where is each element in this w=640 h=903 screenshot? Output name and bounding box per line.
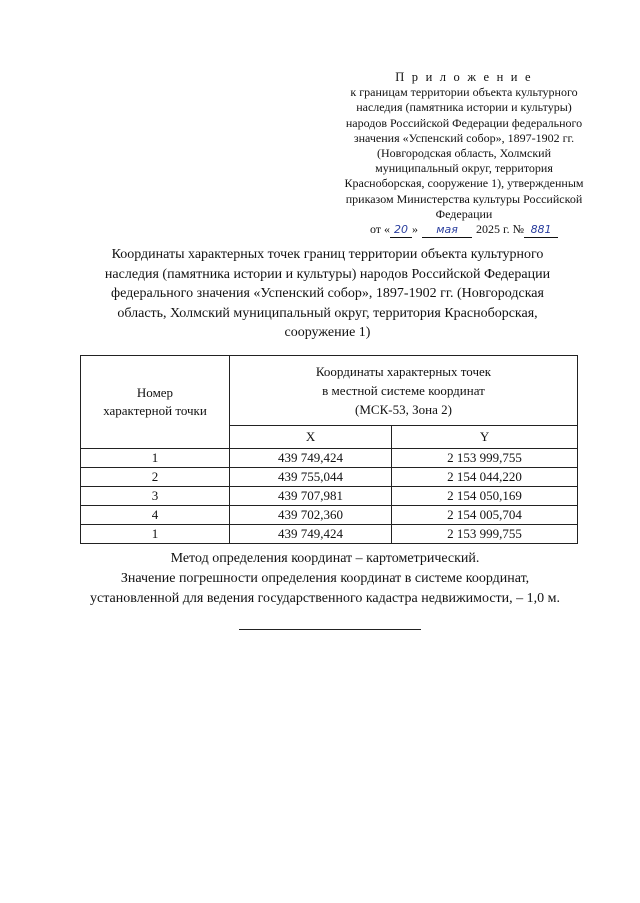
y-cell: 2 153 999,755 (392, 525, 578, 544)
x-cell: 439 755,044 (230, 468, 392, 487)
header-text: характерной точки (103, 403, 207, 418)
date-mid: » (412, 222, 419, 237)
annex-line: наследия (памятника истории и культуры) (356, 100, 572, 115)
coordinates-table (80, 355, 578, 544)
table-row (81, 525, 578, 544)
y-cell: 2 154 005,704 (392, 506, 578, 525)
point-number-cell: 3 (81, 487, 230, 506)
table-row (81, 468, 578, 487)
table-row (81, 449, 578, 468)
annex-line: Федерации (435, 206, 493, 221)
x-cell: 439 749,424 (230, 525, 392, 544)
heading-line: область, Холмский муниципальный округ, территория Красноборская, (117, 305, 538, 321)
header-text: Номер (136, 385, 174, 400)
y-cell: 2 153 999,755 (392, 449, 578, 468)
annex-line: народов Российской Федерации федерального (345, 115, 583, 130)
annex-block (318, 70, 610, 238)
heading-line: наследия (памятника истории и культуры) народов Российской Федерации (104, 266, 551, 282)
point-number-cell: 2 (81, 468, 230, 487)
method-block (60, 549, 590, 609)
handwritten-month: мая (422, 222, 472, 238)
document-heading (80, 245, 575, 343)
x-cell: 439 707,981 (230, 487, 392, 506)
closing-rule (239, 629, 421, 630)
annex-line: к границам территории объекта культурного (350, 85, 578, 100)
y-cell: 2 154 050,169 (392, 487, 578, 506)
x-column-header: X (230, 426, 392, 449)
date-year: 2025 г. № (476, 222, 525, 237)
method-line: Значение погрешности определения координат в системе координат, (120, 571, 530, 586)
annex-line: значения «Успенский собор», 1897-1902 гг. (353, 130, 575, 145)
header-text: (МСК-53, Зона 2) (355, 402, 452, 418)
heading-line: сооружение 1) (284, 325, 371, 341)
annex-line: приказом Министерства культуры Российской (345, 191, 583, 206)
x-cell: 439 702,360 (230, 506, 392, 525)
annex-date-line (318, 222, 610, 238)
annex-line: муниципальный округ, территория (375, 161, 553, 176)
date-prefix: от « (369, 222, 391, 237)
y-column-header: Y (392, 426, 578, 449)
method-line: Метод определения координат – картометрический. (170, 551, 480, 566)
header-text: в местной системе координат (322, 383, 485, 399)
heading-line: Координаты характерных точек границ территории объекта культурного (111, 247, 544, 262)
point-number-cell: 1 (81, 525, 230, 544)
x-cell: 439 749,424 (230, 449, 392, 468)
header-text: Координаты характерных точек (315, 364, 492, 380)
annex-title: П р и л о ж е н и е (395, 70, 533, 84)
y-cell: 2 154 044,220 (392, 468, 578, 487)
annex-line: (Новгородская область, Холмский (376, 146, 552, 161)
table-header-row (81, 356, 578, 426)
point-number-cell: 4 (81, 506, 230, 525)
coordinates-header (230, 356, 578, 426)
heading-line: федерального значения «Успенский собор», 1897-1902 гг. (Новгородская (111, 286, 544, 302)
point-number-header (81, 356, 230, 449)
point-number-cell: 1 (81, 449, 230, 468)
method-line: установленной для ведения государственного кадастра недвижимости, – 1,0 м. (89, 591, 561, 606)
handwritten-day: 20 (390, 222, 412, 238)
table-row (81, 487, 578, 506)
handwritten-order-number: 881 (524, 222, 558, 238)
table-row (81, 506, 578, 525)
annex-line: Красноборская, сооружение 1), утвержденным (344, 176, 584, 191)
